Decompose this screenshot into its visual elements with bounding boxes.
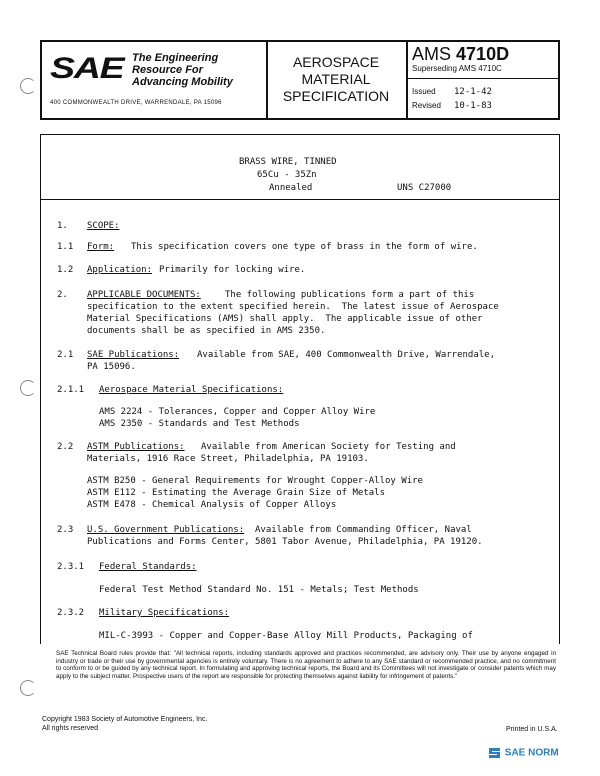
section-text: Available from Commanding Officer, Naval xyxy=(255,525,472,535)
section-heading: SAE Publications: xyxy=(87,350,180,360)
section-heading: U.S. Government Publications: xyxy=(87,525,245,535)
sae-logo: SAE xyxy=(50,52,124,85)
sae-norm-watermark xyxy=(488,746,559,760)
condition: Annealed xyxy=(269,183,313,193)
reference-item: AMS 2350 - Standards and Test Methods xyxy=(99,419,300,429)
section-number: 1.1 xyxy=(57,242,74,252)
reference-item: Federal Test Method Standard No. 151 - Metals; Test Methods xyxy=(99,585,419,595)
section-text: PA 15096. xyxy=(87,362,136,372)
section-text: specification to the extent specified herein. The latest issue of Aerospace xyxy=(87,302,499,312)
issued-date: 12-1-42 xyxy=(454,87,492,97)
section-number: 2.1.1 xyxy=(57,385,85,395)
document-header xyxy=(40,40,560,120)
section-text: Material Specifications (AMS) shall apply. The applicable issue of other xyxy=(87,314,483,324)
sae-norm-icon xyxy=(488,746,502,760)
title-block xyxy=(41,135,559,200)
issued-label: Issued xyxy=(412,87,436,96)
ams-cell xyxy=(408,42,558,118)
section-heading: SCOPE: xyxy=(87,221,120,231)
doc-type-line: MATERIAL xyxy=(301,71,371,87)
issued-row xyxy=(412,87,492,97)
section-heading: Federal Standards: xyxy=(99,562,197,572)
section-number: 2.3.2 xyxy=(57,608,85,618)
sae-tagline xyxy=(132,52,233,88)
section-text: Publications and Forms Center, 5801 Tabor Avenue, Philadelphia, PA 19120. xyxy=(87,537,483,547)
punch-hole xyxy=(20,380,36,396)
section-heading: Aerospace Material Specifications: xyxy=(99,385,284,395)
copyright-text: Copyright 1983 Society of Automotive Engineers, Inc. xyxy=(42,716,208,723)
doc-type-cell xyxy=(266,42,408,118)
material-title: BRASS WIRE, TINNED xyxy=(239,157,337,167)
doc-type-line: SPECIFICATION xyxy=(282,88,390,104)
revised-row xyxy=(412,101,492,111)
tagline-line: The Engineering xyxy=(132,52,219,64)
section-heading: Military Specifications: xyxy=(99,608,230,618)
ams-code: 4710D xyxy=(456,44,510,64)
section-text: This specification covers one type of brass in the form of wire. xyxy=(131,242,478,252)
section-number: 2.2 xyxy=(57,442,74,452)
revised-date: 10-1-83 xyxy=(454,101,492,111)
document-body xyxy=(40,134,560,644)
sae-norm-text: SAE NORM xyxy=(504,747,559,759)
revised-label: Revised xyxy=(412,101,441,110)
section-text: The following publications form a part of this xyxy=(225,290,475,300)
composition: 65Cu - 35Zn xyxy=(257,170,317,180)
technical-board-notice: SAE Technical Board rules provide that: "All technical reports, including standards approved and practices recommended, are advisory only. Their use by anyone engaged in industry or trade or their use by governmental agencies is entirely voluntary. There is no agreement to adhere to any SAE standard or recommended practice, and no commitment to conform to or be guided by any technical report. In formulating and approving technical reports, the Board and its Committees will not investigate or consider patents which may apply to the subject matter. Prospective users of the report are responsible for protecting themselves against liability for infringement of patents." xyxy=(56,650,556,680)
section-number: 2.3 xyxy=(57,525,74,535)
section-text: Available from SAE, 400 Commonwealth Drive, Warrendale, xyxy=(197,350,496,360)
reference-item: ASTM E478 - Chemical Analysis of Copper Alloys xyxy=(87,500,337,510)
section-number: 2.3.1 xyxy=(57,562,85,572)
printed-in: Printed in U.S.A. xyxy=(506,726,558,733)
punch-hole xyxy=(20,680,36,696)
section-number: 2. xyxy=(57,290,68,300)
reference-item: MIL-C-3993 - Copper and Copper-Base Alloy Mill Products, Packaging of xyxy=(99,631,473,641)
section-number: 1. xyxy=(57,221,68,231)
sae-address: 400 COMMONWEALTH DRIVE, WARRENDALE, PA 15096 xyxy=(50,100,222,106)
uns-number: UNS C27000 xyxy=(397,183,452,193)
copyright-block xyxy=(42,715,207,733)
divider xyxy=(408,78,558,79)
logo-cell xyxy=(42,42,268,118)
section-heading: Application: xyxy=(87,265,153,275)
reference-item: ASTM B250 - General Requirements for Wrought Copper-Alloy Wire xyxy=(87,476,423,486)
ams-number xyxy=(412,44,509,65)
section-heading: ASTM Publications: xyxy=(87,442,185,452)
section-number: 1.2 xyxy=(57,265,74,275)
section-text: documents shall be as specified in AMS 2350. xyxy=(87,326,326,336)
section-text: Primarily for locking wire. xyxy=(159,265,306,275)
doc-type-line: AEROSPACE xyxy=(292,54,380,70)
tagline-line: Advancing Mobility xyxy=(132,76,233,88)
section-text: Materials, 1916 Race Street, Philadelphia, PA 19103. xyxy=(87,454,369,464)
section-heading: APPLICABLE DOCUMENTS: xyxy=(87,290,201,300)
ams-prefix: AMS xyxy=(412,44,452,64)
section-heading: Form: xyxy=(87,242,115,252)
reference-item: AMS 2224 - Tolerances, Copper and Copper Alloy Wire xyxy=(99,407,376,417)
tagline-line: Resource For xyxy=(132,64,203,76)
section-number: 2.1 xyxy=(57,350,74,360)
punch-hole xyxy=(20,78,36,94)
superseding-note: Superseding AMS 4710C xyxy=(412,64,502,73)
rights-text: All rights reserved xyxy=(42,725,99,732)
section-text: Available from American Society for Testing and xyxy=(201,442,456,452)
reference-item: ASTM E112 - Estimating the Average Grain Size of Metals xyxy=(87,488,386,498)
